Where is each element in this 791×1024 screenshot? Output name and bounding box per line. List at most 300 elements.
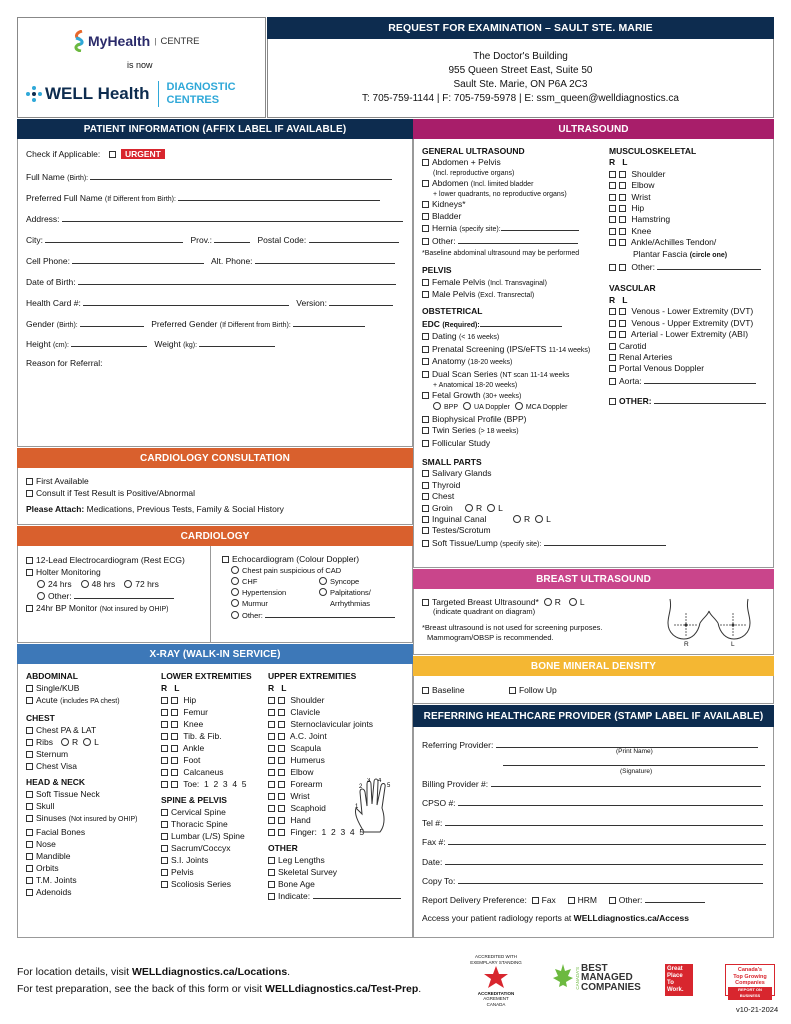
us-s3-cb[interactable] <box>422 493 429 500</box>
us-o5-label: Fetal Growth <box>432 389 481 400</box>
bp-item[interactable] <box>26 602 185 616</box>
murmur-radio[interactable] <box>231 599 239 607</box>
cell-field[interactable] <box>72 255 204 264</box>
xr-le4-r[interactable] <box>161 733 168 740</box>
xr-c1-cb[interactable] <box>26 727 33 734</box>
echo-e1[interactable] <box>222 565 395 576</box>
pref-name-field[interactable] <box>178 192 380 201</box>
us-s6[interactable] <box>422 525 666 536</box>
xr-o1[interactable] <box>268 854 401 866</box>
xr-hn7[interactable] <box>26 862 137 874</box>
xr-o3[interactable] <box>268 878 401 890</box>
xr-hn4[interactable] <box>26 826 137 838</box>
cpso-row <box>422 797 763 808</box>
us-v8-label: OTHER: <box>619 396 652 407</box>
access-link[interactable]: WELLdiagnostics.ca/Access <box>573 913 689 923</box>
us-m8-field[interactable] <box>657 261 761 270</box>
us-m5-r[interactable] <box>609 216 616 223</box>
xr-sp2[interactable] <box>161 818 252 830</box>
prov-field[interactable] <box>214 234 250 243</box>
xr-le3[interactable] <box>161 718 252 730</box>
us-p2-cb[interactable] <box>422 291 429 298</box>
xr-ue9-r[interactable] <box>268 793 275 800</box>
first-available-checkbox[interactable] <box>26 478 33 485</box>
us-m3-l[interactable] <box>619 194 626 201</box>
xr-c4-cb[interactable] <box>26 763 33 770</box>
us-o1-sub: (< 16 weeks) <box>458 334 500 342</box>
chf-radio[interactable] <box>231 577 239 585</box>
us-s3[interactable] <box>422 491 666 502</box>
first-available-item[interactable] <box>26 475 284 487</box>
us-o7-label: Twin Series <box>432 425 476 436</box>
fax-field[interactable] <box>448 836 766 845</box>
xr-le2[interactable] <box>161 706 252 718</box>
us-m4-r[interactable] <box>609 205 616 212</box>
xr-ue1-r[interactable] <box>268 697 275 704</box>
us-s4-cb[interactable] <box>422 505 429 512</box>
xr-le3-l[interactable] <box>171 721 178 728</box>
us-m1[interactable] <box>609 169 766 180</box>
bp-sub: (Not insured by OHIP) <box>99 606 169 613</box>
delivery-other-cb[interactable] <box>609 897 616 904</box>
us-v2-l[interactable] <box>619 320 626 327</box>
weight-field[interactable] <box>199 338 275 347</box>
breast-targeted-cb[interactable] <box>422 599 429 606</box>
xr-le2-l[interactable] <box>171 709 178 716</box>
us-v6[interactable] <box>609 363 766 374</box>
xr-hn2-cb[interactable] <box>26 803 33 810</box>
xr-ue8-r[interactable] <box>268 781 275 788</box>
xr-ue7-l[interactable] <box>278 769 285 776</box>
breast-diagram-icon <box>664 597 754 649</box>
us-s2-cb[interactable] <box>422 482 429 489</box>
us-m3[interactable] <box>609 192 766 203</box>
xr-sp3[interactable] <box>161 830 252 842</box>
xr-ue3-r[interactable] <box>268 721 275 728</box>
us-m4-l[interactable] <box>619 205 626 212</box>
xr-sp6-cb[interactable] <box>161 869 168 876</box>
xr-hn4-cb[interactable] <box>26 829 33 836</box>
xr-ue4-r[interactable] <box>268 733 275 740</box>
ribs-r-radio[interactable] <box>61 738 69 746</box>
footer-locations-link[interactable]: WELLdiagnostics.ca/Locations <box>131 966 288 978</box>
xr-c2-cb[interactable] <box>26 739 33 746</box>
us-m5[interactable] <box>609 214 766 225</box>
xr-abd2[interactable] <box>26 694 137 708</box>
xr-o4-field[interactable] <box>313 890 401 899</box>
xr-ue5[interactable] <box>268 742 401 754</box>
delivery-fax-cb[interactable] <box>532 897 539 904</box>
xr-ue4[interactable] <box>268 730 401 742</box>
bm-line2: BEST <box>581 962 608 974</box>
us-m5-l[interactable] <box>619 216 626 223</box>
us-v2-r[interactable] <box>609 320 616 327</box>
xr-o3-cb[interactable] <box>268 881 275 888</box>
xr-hn2[interactable] <box>26 800 137 812</box>
gender-field[interactable] <box>80 318 144 327</box>
xr-le7-l[interactable] <box>171 769 178 776</box>
us-v1-r[interactable] <box>609 308 616 315</box>
xr-c3[interactable] <box>26 748 137 760</box>
delivery-other-field[interactable] <box>645 894 705 903</box>
cpso-field[interactable] <box>458 797 763 806</box>
us-s7-field[interactable] <box>544 537 666 546</box>
xr-ue7-r[interactable] <box>268 769 275 776</box>
address-field[interactable] <box>62 213 403 222</box>
us-o4-cb[interactable] <box>422 371 429 378</box>
us-o5-cb[interactable] <box>422 392 429 399</box>
xr-hn6-cb[interactable] <box>26 853 33 860</box>
edc-field[interactable] <box>480 318 562 327</box>
ecg-checkbox[interactable] <box>26 557 33 564</box>
xr-le8-r[interactable] <box>161 781 168 788</box>
us-m8[interactable] <box>609 261 766 273</box>
xr-hn1-cb[interactable] <box>26 791 33 798</box>
xr-sp7[interactable] <box>161 878 252 890</box>
xr-ue3-l[interactable] <box>278 721 285 728</box>
xr-ue10-r[interactable] <box>268 805 275 812</box>
us-v3[interactable] <box>609 329 766 340</box>
tel-field[interactable] <box>445 817 763 826</box>
xr-le5-r[interactable] <box>161 745 168 752</box>
us-g4-label: Bladder <box>432 210 462 221</box>
bmd-followup-label: Follow Up <box>518 685 557 695</box>
xr-ue1-l[interactable] <box>278 697 285 704</box>
xr-hn9-cb[interactable] <box>26 889 33 896</box>
mca-doppler-radio[interactable] <box>515 402 523 410</box>
us-v5[interactable] <box>609 352 766 363</box>
xr-le7-r[interactable] <box>161 769 168 776</box>
height-field[interactable] <box>71 338 147 347</box>
xr-hn5-cb[interactable] <box>26 841 33 848</box>
xr-hn5[interactable] <box>26 838 137 850</box>
us-g3-cb[interactable] <box>422 201 429 208</box>
us-o6[interactable] <box>422 414 666 425</box>
xr-sp4-cb[interactable] <box>161 845 168 852</box>
h48-radio[interactable] <box>81 580 89 588</box>
xr-o4[interactable] <box>268 890 401 902</box>
please-attach <box>26 503 284 515</box>
holter-other-radio[interactable] <box>37 592 45 600</box>
us-v8[interactable] <box>609 395 766 407</box>
footer-testprep <box>17 981 421 998</box>
breast-targeted[interactable] <box>422 597 603 607</box>
footer-testprep-link[interactable]: WELLdiagnostics.ca/Test-Prep <box>265 983 419 995</box>
bmd-baseline[interactable] <box>422 685 465 695</box>
us-p1-label: Female Pelvis <box>432 276 486 287</box>
xr-hn1[interactable] <box>26 788 137 800</box>
echo-item[interactable] <box>222 554 395 565</box>
xr-le5-l[interactable] <box>171 745 178 752</box>
xr-ue8-l[interactable] <box>278 781 285 788</box>
us-v1[interactable] <box>609 306 766 317</box>
us-v5-cb[interactable] <box>609 354 616 361</box>
inguinal-r-radio[interactable] <box>513 515 521 523</box>
xr-ue7[interactable] <box>268 766 401 778</box>
us-o2-sub: 11-14 weeks) <box>548 346 591 354</box>
urgent-checkbox[interactable] <box>109 151 116 158</box>
echo-e1-radio[interactable] <box>231 566 239 574</box>
us-g6-field[interactable] <box>458 235 578 244</box>
us-m3-r[interactable] <box>609 194 616 201</box>
svg-text:1: 1 <box>355 804 359 810</box>
us-m2-r[interactable] <box>609 182 616 189</box>
xr-hn9[interactable] <box>26 886 137 898</box>
xr-sp3-cb[interactable] <box>161 833 168 840</box>
full-name-field[interactable] <box>90 171 392 180</box>
xr-ue4-l[interactable] <box>278 733 285 740</box>
xr-ue12-l[interactable] <box>278 829 285 836</box>
dob-field[interactable] <box>78 276 396 285</box>
header-building: The Doctor's Building <box>473 51 568 62</box>
xr-sp4[interactable] <box>161 842 252 854</box>
us-v6-cb[interactable] <box>609 365 616 372</box>
bmd-baseline-cb[interactable] <box>422 687 429 694</box>
bp-checkbox[interactable] <box>26 605 33 612</box>
acc-line5: CANADA <box>486 1001 506 1007</box>
ua-doppler-radio[interactable] <box>463 402 471 410</box>
xr-o4-cb[interactable] <box>268 893 275 900</box>
date-field[interactable] <box>445 856 763 865</box>
us-v3-l[interactable] <box>619 331 626 338</box>
xr-ue11-r[interactable] <box>268 817 275 824</box>
xr-ue2[interactable] <box>268 706 401 718</box>
xr-ue2-l[interactable] <box>278 709 285 716</box>
us-g5-cb[interactable] <box>422 225 429 232</box>
xr-le6[interactable] <box>161 754 252 766</box>
bmd-followup-cb[interactable] <box>509 687 516 694</box>
us-m6-label: Knee <box>631 225 652 236</box>
ref-provider-field[interactable] <box>496 739 758 748</box>
xr-hn8-cb[interactable] <box>26 877 33 884</box>
holter-item[interactable] <box>26 566 185 578</box>
syncope-radio[interactable] <box>319 577 327 585</box>
us-g1-cb[interactable] <box>422 159 429 166</box>
us-g6-cb[interactable] <box>422 238 429 245</box>
xr-ue5-l[interactable] <box>278 745 285 752</box>
inguinal-l-radio[interactable] <box>535 515 543 523</box>
xr-ue4-label: A.C. Joint <box>289 731 327 741</box>
dob-row <box>26 276 396 287</box>
delivery-hrm-cb[interactable] <box>568 897 575 904</box>
h72-radio[interactable] <box>124 580 132 588</box>
xr-ue12-label: Finger: 1 2 3 4 5 <box>290 827 365 837</box>
xr-sp1[interactable] <box>161 806 252 818</box>
xr-le3-r[interactable] <box>161 721 168 728</box>
us-g1-sub: (Incl. reproductive organs) <box>433 169 515 177</box>
us-v7-field[interactable] <box>644 375 756 384</box>
xr-ue6-l[interactable] <box>278 757 285 764</box>
us-o7[interactable] <box>422 425 666 437</box>
us-m7-r[interactable] <box>609 239 616 246</box>
hc-field[interactable] <box>83 297 289 306</box>
xr-o2-cb[interactable] <box>268 869 275 876</box>
consult-item[interactable] <box>26 487 284 499</box>
groin-l-radio[interactable] <box>487 504 495 512</box>
xr-le7[interactable] <box>161 766 252 778</box>
palpitations-radio[interactable] <box>319 588 327 596</box>
us-s7[interactable] <box>422 537 666 550</box>
xr-ue6[interactable] <box>268 754 401 766</box>
us-s5[interactable] <box>422 514 666 525</box>
xr-ue5-r[interactable] <box>268 745 275 752</box>
us-m7[interactable] <box>609 237 766 248</box>
xr-le1-r[interactable] <box>161 697 168 704</box>
us-m1-l[interactable] <box>619 171 626 178</box>
us-m8-r[interactable] <box>609 264 616 271</box>
us-s6-cb[interactable] <box>422 527 429 534</box>
xr-sp1-cb[interactable] <box>161 809 168 816</box>
echo-checkbox[interactable] <box>222 556 229 563</box>
urgent-badge: URGENT <box>121 149 165 159</box>
xr-hn8[interactable] <box>26 874 137 886</box>
us-s4[interactable] <box>422 503 666 514</box>
xr-ue6-r[interactable] <box>268 757 275 764</box>
xr-hn6[interactable] <box>26 850 137 862</box>
xr-ue12-r[interactable] <box>268 829 275 836</box>
xr-sp5-cb[interactable] <box>161 857 168 864</box>
xr-sp7-cb[interactable] <box>161 881 168 888</box>
us-v4-cb[interactable] <box>609 343 616 350</box>
us-s6-label: Testes/Scrotum <box>432 525 491 536</box>
xr-sp4-label: Sacrum/Coccyx <box>171 843 231 853</box>
pg-field[interactable] <box>293 318 365 327</box>
xr-sp6[interactable] <box>161 866 252 878</box>
us-v2[interactable] <box>609 318 766 329</box>
xr-sp5[interactable] <box>161 854 252 866</box>
us-s1-cb[interactable] <box>422 470 429 477</box>
us-m1-r[interactable] <box>609 171 616 178</box>
alt-field[interactable] <box>255 255 395 264</box>
xr-abd2-cb[interactable] <box>26 697 33 704</box>
groin-r-radio[interactable] <box>465 504 473 512</box>
us-o1-cb[interactable] <box>422 333 429 340</box>
us-o8-cb[interactable] <box>422 440 429 447</box>
xr-le8[interactable] <box>161 778 252 790</box>
us-o8[interactable] <box>422 438 666 449</box>
breast-r-radio[interactable] <box>544 598 552 606</box>
city-row <box>26 234 399 245</box>
us-o2-cb[interactable] <box>422 346 429 353</box>
us-s1[interactable] <box>422 468 666 479</box>
h24-radio[interactable] <box>37 580 45 588</box>
xr-ue3[interactable] <box>268 718 401 730</box>
xr-le4[interactable] <box>161 730 252 742</box>
us-v8-field[interactable] <box>654 395 766 404</box>
xr-hn7-cb[interactable] <box>26 865 33 872</box>
xr-le1-l[interactable] <box>171 697 178 704</box>
xr-o2[interactable] <box>268 866 401 878</box>
murmur-label: Murmur <box>242 599 268 608</box>
bm-line1: CANADA'S <box>575 966 580 990</box>
us-v3-r[interactable] <box>609 331 616 338</box>
bmd-followup[interactable] <box>509 685 557 695</box>
us-s7-cb[interactable] <box>422 540 429 547</box>
xr-abd1[interactable] <box>26 682 137 694</box>
xr-ue11-l[interactable] <box>278 817 285 824</box>
copy-field[interactable] <box>458 875 763 884</box>
us-m6-l[interactable] <box>619 228 626 235</box>
us-v1-l[interactable] <box>619 308 626 315</box>
city-field[interactable] <box>45 234 183 243</box>
us-o5-sub: (30+ weeks) <box>483 392 522 400</box>
xr-ue2-r[interactable] <box>268 709 275 716</box>
billing-field[interactable] <box>491 778 761 787</box>
us-s2[interactable] <box>422 480 666 491</box>
xr-o1-cb[interactable] <box>268 857 275 864</box>
breast-l-radio[interactable] <box>569 598 577 606</box>
best-managed-logo <box>552 963 641 993</box>
us-v7-cb[interactable] <box>609 378 616 385</box>
version-field[interactable] <box>329 297 393 306</box>
us-g2-cb[interactable] <box>422 180 429 187</box>
xr-le8-l[interactable] <box>171 781 178 788</box>
postal-field[interactable] <box>309 234 399 243</box>
xr-c1[interactable] <box>26 724 137 736</box>
bpp-radio[interactable] <box>433 402 441 410</box>
xr-le2-r[interactable] <box>161 709 168 716</box>
xr-le5[interactable] <box>161 742 252 754</box>
us-p2-sub: (Excl. Transrectal) <box>477 292 535 300</box>
us-o3-cb[interactable] <box>422 358 429 365</box>
us-m8-l[interactable] <box>619 264 626 271</box>
us-m4[interactable] <box>609 203 766 214</box>
us-v8-cb[interactable] <box>609 398 616 405</box>
xr-le1[interactable] <box>161 694 252 706</box>
xr-le6-r[interactable] <box>161 757 168 764</box>
xr-le4-l[interactable] <box>171 733 178 740</box>
xr-hn3[interactable] <box>26 812 137 826</box>
xr-ue10-l[interactable] <box>278 805 285 812</box>
echo-other-radio[interactable] <box>231 611 239 619</box>
us-m2[interactable] <box>609 180 766 191</box>
ecg-item[interactable] <box>26 554 185 566</box>
us-m2-l[interactable] <box>619 182 626 189</box>
tg-line1: Canada's <box>737 967 763 973</box>
us-p1-cb[interactable] <box>422 279 429 286</box>
echo-other-field[interactable] <box>265 609 395 618</box>
holter-checkbox[interactable] <box>26 569 33 576</box>
us-g5-field[interactable] <box>501 222 579 231</box>
xr-le6-l[interactable] <box>171 757 178 764</box>
chf-label: CHF <box>242 577 258 586</box>
us-m6[interactable] <box>609 226 766 237</box>
signature-field[interactable] <box>503 757 765 766</box>
consult-checkbox[interactable] <box>26 490 33 497</box>
us-s4-label: Groin <box>432 502 453 513</box>
xr-abd1-cb[interactable] <box>26 685 33 692</box>
xr-c4[interactable] <box>26 760 137 772</box>
us-m7-l[interactable] <box>619 239 626 246</box>
xr-hn3-cb[interactable] <box>26 815 33 822</box>
holter-other-field[interactable] <box>74 590 174 599</box>
us-s5-cb[interactable] <box>422 516 429 523</box>
us-m6-r[interactable] <box>609 228 616 235</box>
ribs-l-radio[interactable] <box>83 738 91 746</box>
us-v4[interactable] <box>609 341 766 352</box>
us-g4-cb[interactable] <box>422 213 429 220</box>
us-v7[interactable] <box>609 375 766 387</box>
xr-sp2-cb[interactable] <box>161 821 168 828</box>
us-o6-cb[interactable] <box>422 416 429 423</box>
xr-hn3-sub: (Not insured by OHIP) <box>68 816 138 823</box>
hypertension-radio[interactable] <box>231 588 239 596</box>
xr-c3-cb[interactable] <box>26 751 33 758</box>
us-o7-cb[interactable] <box>422 427 429 434</box>
xr-ue9-l[interactable] <box>278 793 285 800</box>
xr-ue1[interactable] <box>268 694 401 706</box>
xr-c2[interactable] <box>26 736 137 748</box>
